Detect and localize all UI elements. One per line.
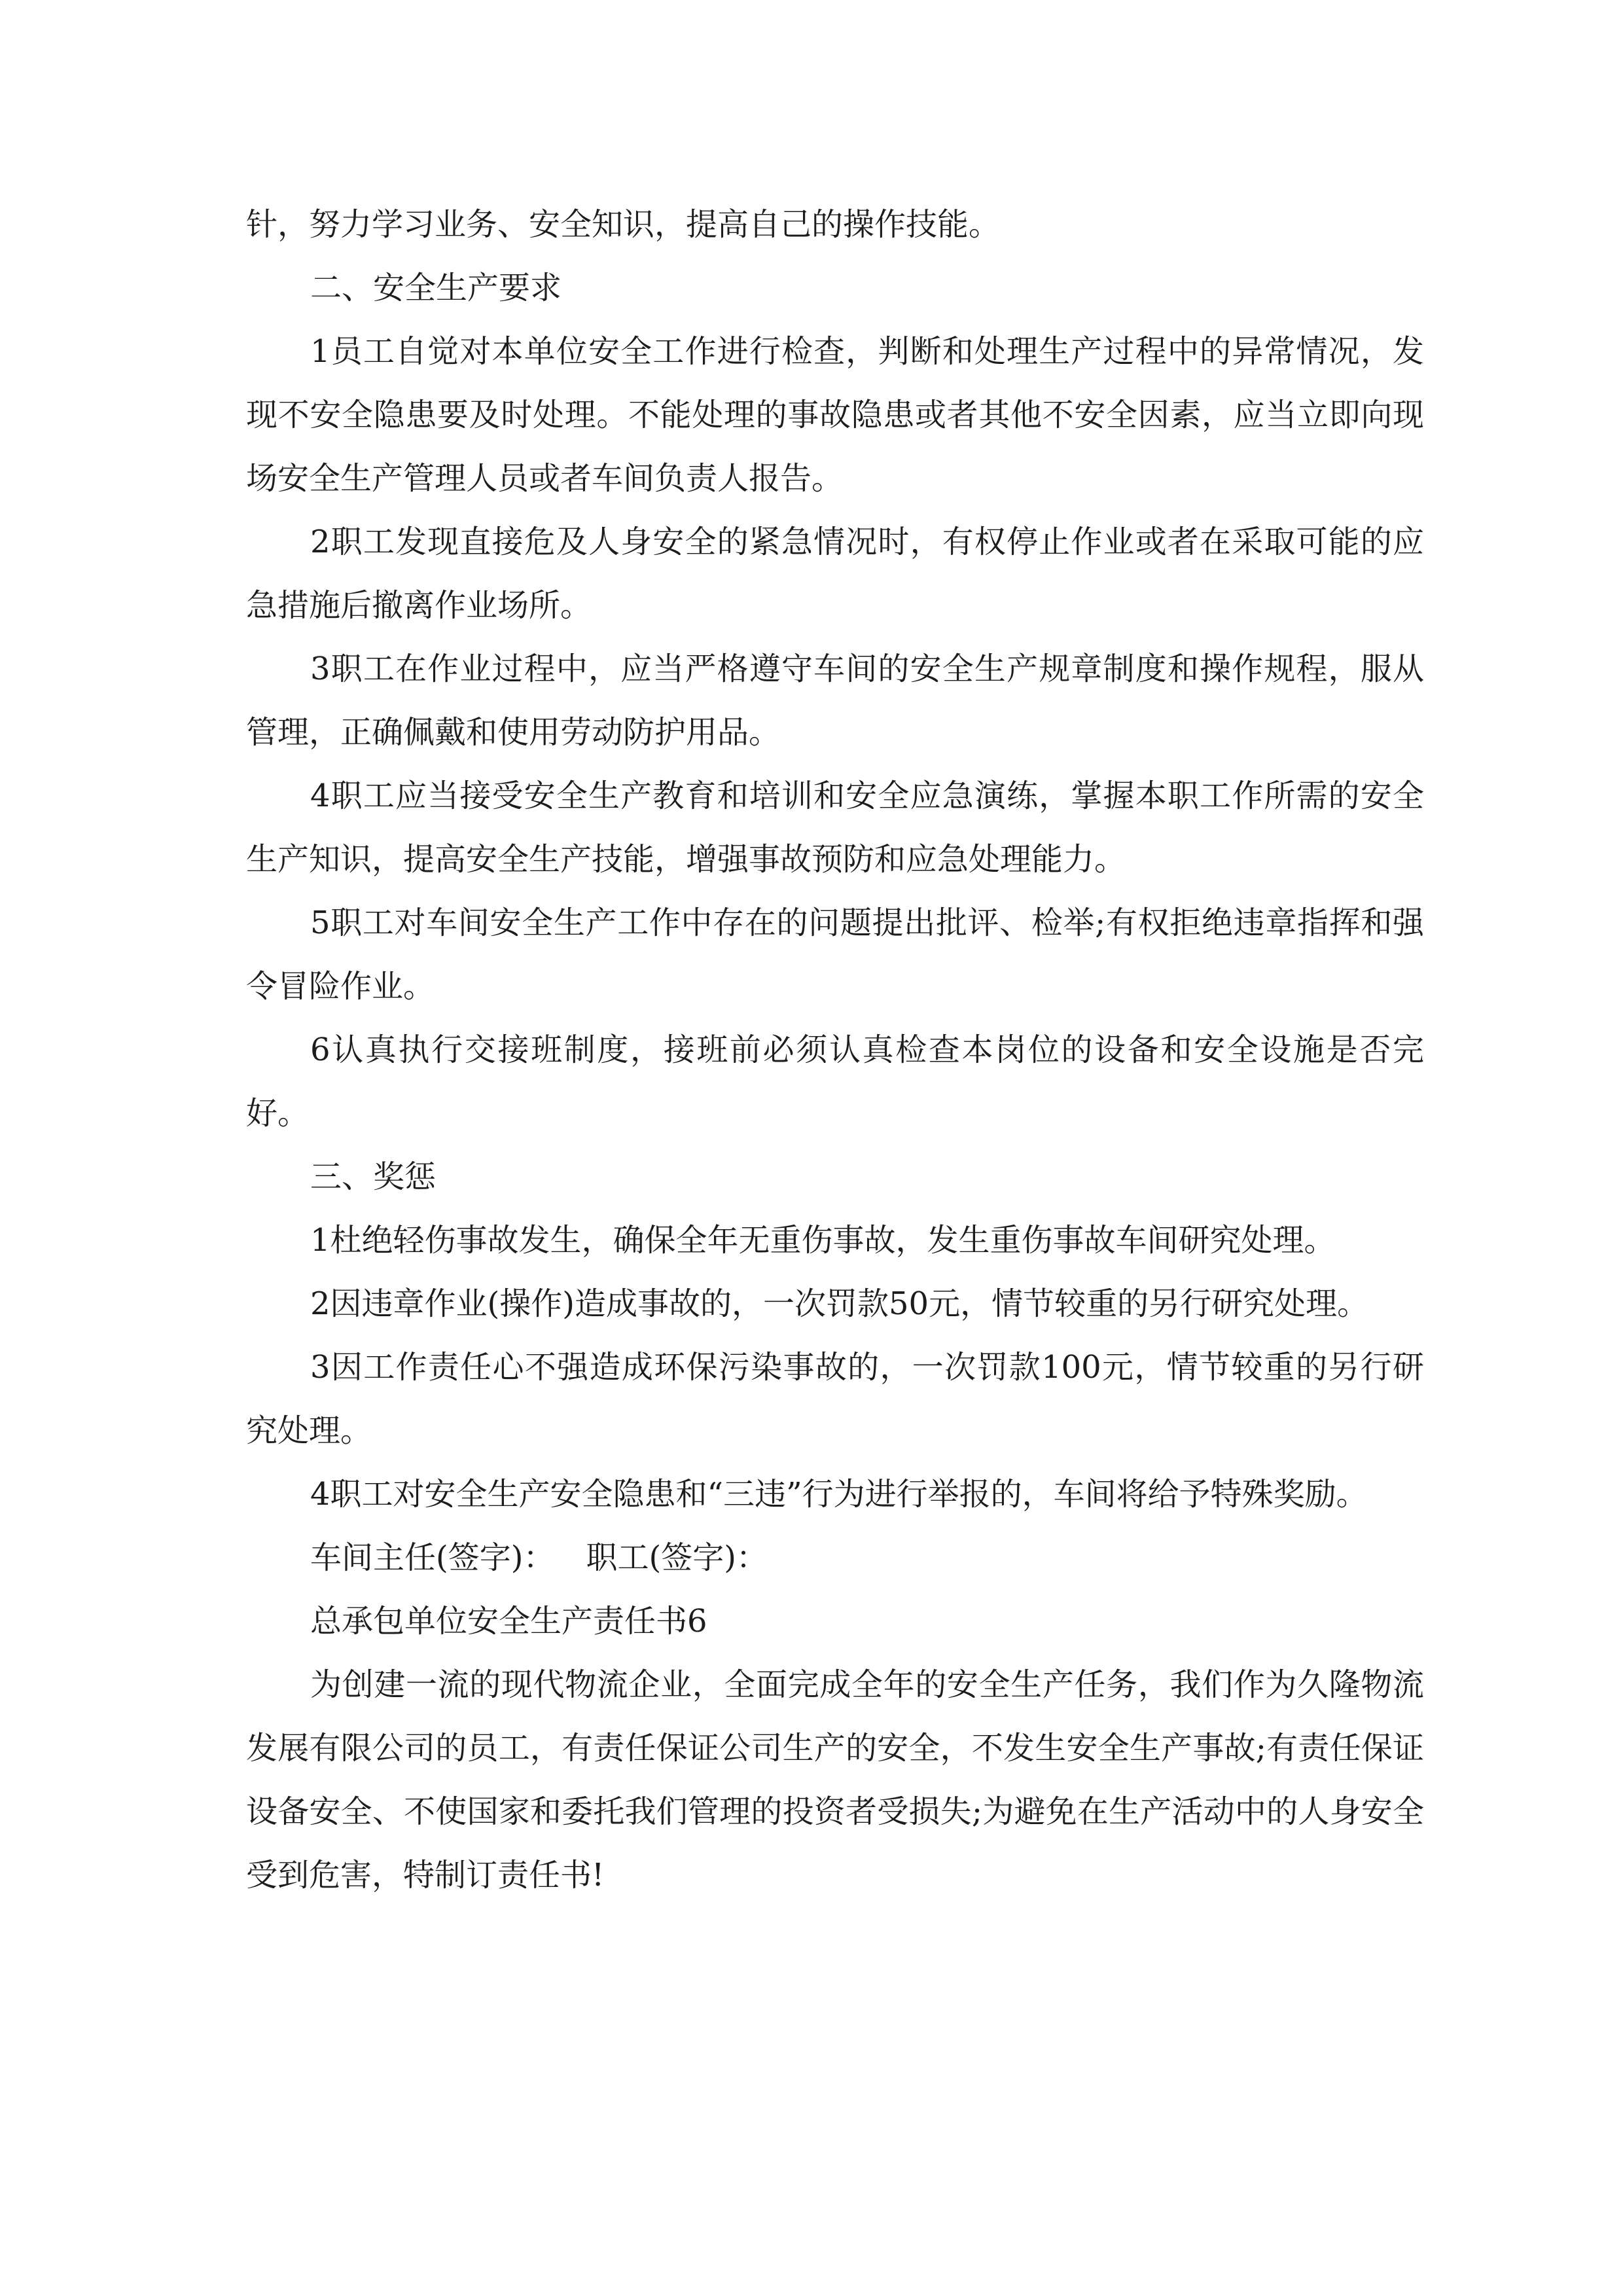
requirement-item-5: 5职工对车间安全生产工作中存在的问题提出批评、检举;有权拒绝违章指挥和强令冒险作业。 xyxy=(246,905,1424,1005)
section-heading-safety-requirements: 二、安全生产要求 xyxy=(310,270,562,306)
paragraph-continuation: 针，努力学习业务、安全知识，提高自己的操作技能。 xyxy=(246,206,1001,243)
reward-item-1: 1杜绝轻伤事故发生，确保全年无重伤事故，发生重伤事故车间研究处理。 xyxy=(310,1222,1336,1259)
director-signature-label: 车间主任(签字)： xyxy=(310,1539,555,1576)
intro-paragraph: 为创建一流的现代物流企业，全面完成全年的安全生产任务，我们作为久隆物流发展有限公司的员工，有责任保证公司生产的安全，不发生安全生产事故;有责任保证设备安全、不使国家和委托我们管理的投资者受损失;为避免在生产活动中的人身安全受到危害，特制订责任书! xyxy=(246,1666,1424,1893)
requirement-item-4: 4职工应当接受安全生产教育和培训和安全应急演练，掌握本职工作所需的安全生产知识，提高安全生产技能，增强事故预防和应急处理能力。 xyxy=(246,778,1424,878)
section-heading-rewards-penalties: 三、奖惩 xyxy=(310,1158,437,1195)
reward-item-3: 3因工作责任心不强造成环保污染事故的，一次罚款100元，情节较重的另行研究处理。 xyxy=(246,1349,1424,1449)
requirement-item-1: 1员工自觉对本单位安全工作进行检查，判断和处理生产过程中的异常情况，发现不安全隐患要及时处理。不能处理的事故隐患或者其他不安全因素，应当立即向现场安全生产管理人员或者车间负责人报告。 xyxy=(246,333,1424,497)
signature-line xyxy=(246,1526,1424,1590)
worker-signature-label: 职工(签字)： xyxy=(586,1539,768,1576)
requirement-item-2: 2职工发现直接危及人身安全的紧急情况时，有权停止作业或者在采取可能的应急措施后撤离作业场所。 xyxy=(246,524,1424,624)
requirement-item-3: 3职工在作业过程中，应当严格遵守车间的安全生产规章制度和操作规程，服从管理，正确佩戴和使用劳动防护用品。 xyxy=(246,651,1424,751)
requirement-item-6: 6认真执行交接班制度，接班前必须认真检查本岗位的设备和安全设施是否完好。 xyxy=(246,1031,1424,1132)
reward-item-2: 2因违章作业(操作)造成事故的，一次罚款50元，情节较重的另行研究处理。 xyxy=(310,1285,1369,1322)
document-body xyxy=(246,193,1424,1907)
reward-item-4: 4职工对安全生产安全隐患和“三违”行为进行举报的，车间将给予特殊奖励。 xyxy=(310,1476,1368,1513)
document-title-6: 总承包单位安全生产责任书6 xyxy=(310,1603,707,1640)
